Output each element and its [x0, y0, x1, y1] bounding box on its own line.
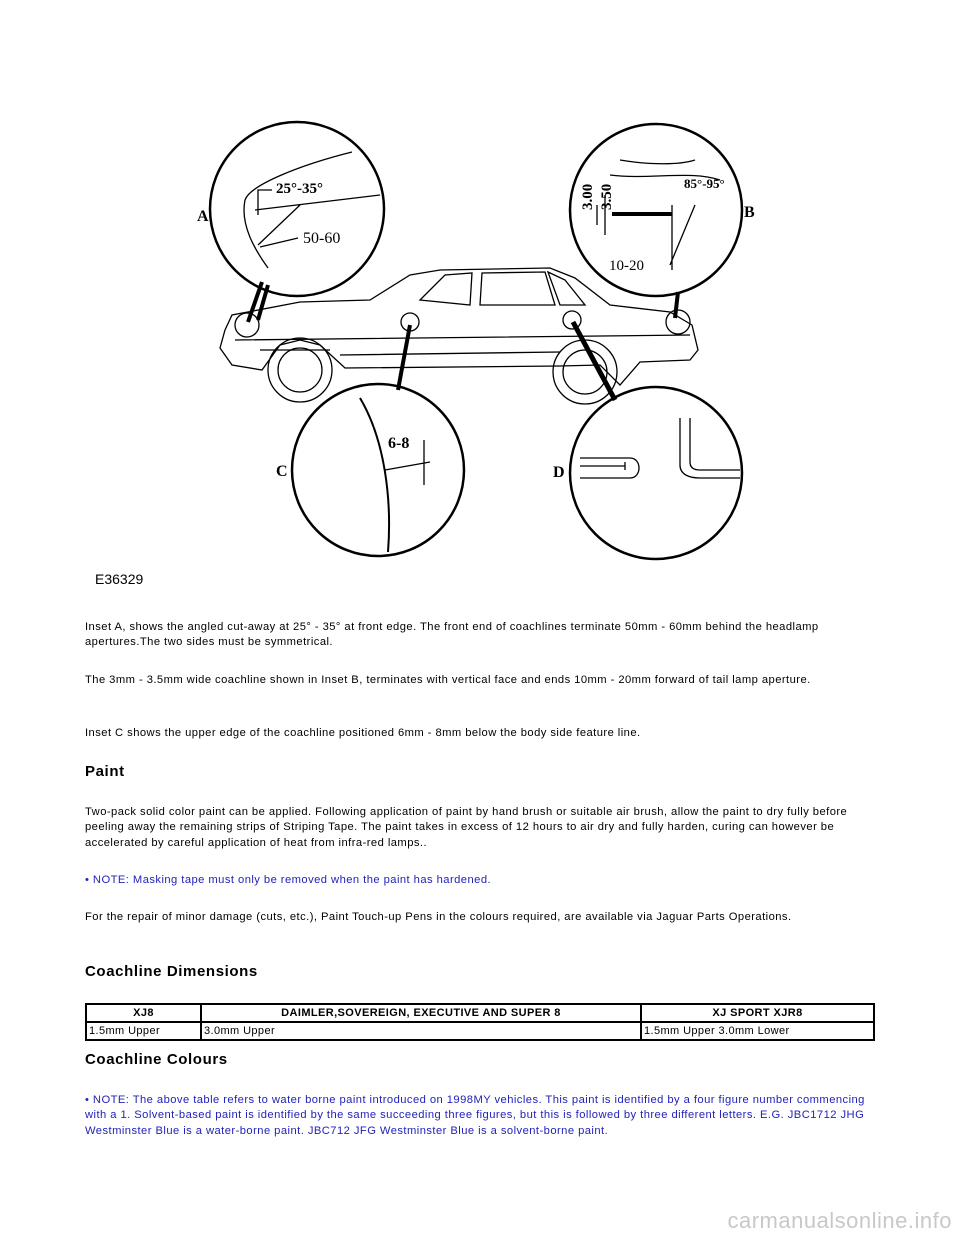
cell-daimler: 3.0mm Upper [201, 1022, 641, 1040]
inset-b-label: B [744, 204, 755, 221]
paragraph-inset-b: The 3mm - 3.5mm wide coachline shown in Inset B, terminates with vertical face and ends 10mm - 20mm forward of tail lamp aperture. [85, 674, 811, 686]
inset-b-dim1: 3.00 [580, 183, 596, 210]
paint-note: • NOTE: Masking tape must only be removed when the paint has hardened. [85, 874, 492, 886]
watermark: carmanualsonline.info [727, 1208, 952, 1233]
inset-b-angle: 85°-95° [684, 176, 725, 191]
cell-xjr8: 1.5mm Upper 3.0mm Lower [641, 1022, 874, 1040]
inset-b-distance: 10-20 [609, 258, 644, 274]
inset-c-label: C [276, 463, 288, 480]
figure-id: E36329 [95, 571, 144, 587]
inset-b [570, 124, 755, 296]
paint-heading: Paint [85, 763, 125, 780]
dimensions-table [85, 1003, 875, 1041]
inset-c-distance: 6-8 [388, 435, 410, 452]
inset-b-dim2: 3.50 [599, 183, 615, 210]
touch-up-paragraph: For the repair of minor damage (cuts, etc.), Paint Touch-up Pens in the colours required, are available via Jaguar Parts Operations. [85, 911, 792, 923]
table-header-row [86, 1004, 874, 1022]
inset-a-label: A [197, 208, 209, 225]
dimensions-heading: Coachline Dimensions [85, 963, 258, 980]
inset-d [553, 387, 742, 559]
inset-a [197, 122, 384, 296]
paragraph-inset-c: Inset C shows the upper edge of the coachline positioned 6mm - 8mm below the body side feature line. [85, 727, 641, 739]
colours-note: • NOTE: The above table refers to water borne paint introduced on 1998MY vehicles. This paint is identified by a four figure number commencing with a 1. Solvent-based paint is identified by the same succeeding three figures, but this is followed by three different letters. E.G. JBC1712 JHG Westminster Blue is a water-borne paint. JBC712 JFG Westminster Blue is a solvent-borne paint. [85, 1094, 865, 1137]
table-row [86, 1022, 874, 1040]
cell-xj8: 1.5mm Upper [86, 1022, 201, 1040]
inset-a-angle: 25°-35° [276, 181, 323, 197]
header-xjr8: XJ SPORT XJR8 [641, 1004, 874, 1022]
header-daimler: DAIMLER,SOVEREIGN, EXECUTIVE AND SUPER 8 [201, 1004, 641, 1022]
paragraph-inset-a: Inset A, shows the angled cut-away at 25° - 35° at front edge. The front end of coachlines terminate 50mm - 60mm behind the headlamp apertures.The two sides must be symmetrical. [85, 621, 819, 649]
car-outline [220, 268, 698, 404]
coachline-diagram [0, 0, 960, 600]
inset-c [276, 384, 464, 556]
paint-paragraph: Two-pack solid color paint can be applied. Following application of paint by hand brush or suitable air brush, allow the paint to dry fully before peeling away the remaining strips of Striping Tape. The paint takes in excess of 12 hours to air dry and fully harden, curing can however be accelerated by careful application of heat from infra-red lamps.. [85, 806, 848, 849]
inset-a-distance: 50-60 [303, 230, 341, 247]
colours-heading: Coachline Colours [85, 1051, 228, 1068]
inset-d-label: D [553, 464, 565, 481]
header-xj8: XJ8 [86, 1004, 201, 1022]
